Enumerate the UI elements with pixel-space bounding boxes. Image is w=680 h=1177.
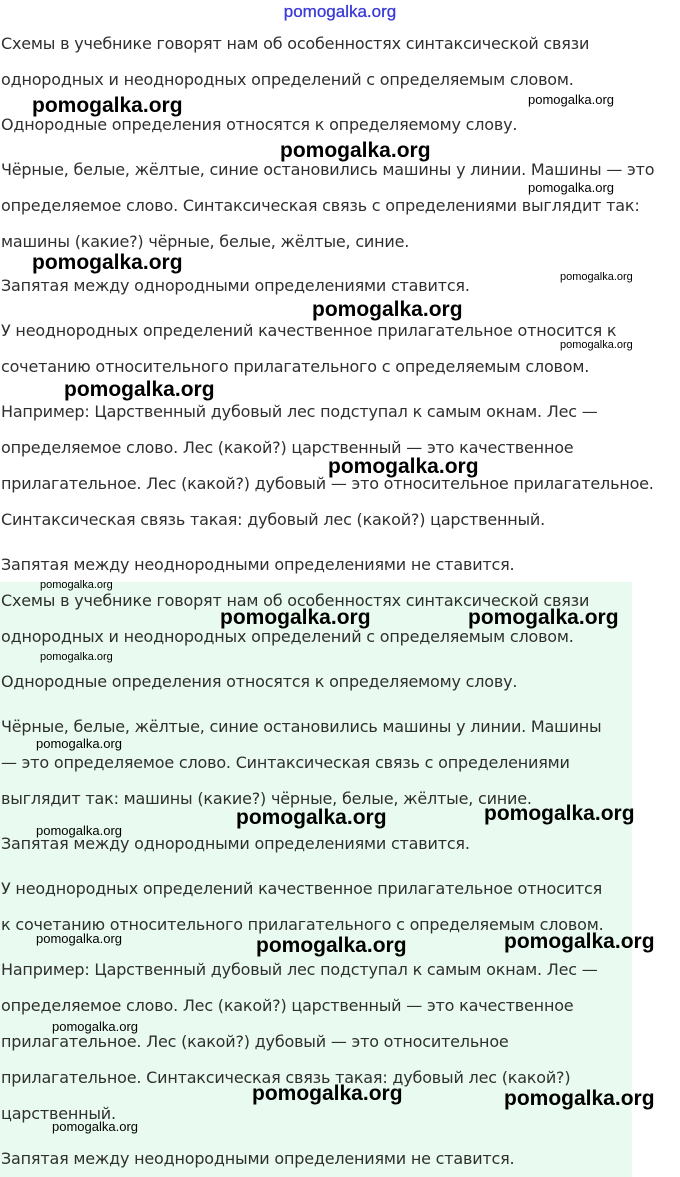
watermark: pomogalka.org	[36, 931, 122, 946]
site-logo[interactable]: pomogalka.org	[283, 2, 397, 21]
watermark: pomogalka.org	[220, 606, 371, 629]
watermark: pomogalka.org	[52, 1119, 138, 1134]
watermark: pomogalka.org	[328, 455, 479, 478]
paragraph-line: Запятая между неоднородными определениями не ставится.	[1, 1149, 515, 1168]
watermark: pomogalka.org	[280, 139, 431, 162]
paragraph-line: — это определяемое слово. Синтаксическая связь с определениями	[1, 753, 570, 772]
paragraph-line: У неоднородных определений качественное прилагательное относится к	[1, 321, 617, 340]
paragraph-line: Однородные определения относятся к определяемому слову.	[1, 672, 518, 691]
paragraph-line: определяемое слово. Лес (какой?) царственный — это качественное	[1, 438, 574, 457]
watermark: pomogalka.org	[256, 934, 407, 957]
paragraph-line: Чёрные, белые, жёлтые, синие остановились машины у линии. Машины	[1, 717, 602, 736]
paragraph-line: определяемое слово. Синтаксическая связь с определениями выглядит так:	[1, 196, 640, 215]
watermark: pomogalka.org	[40, 651, 113, 663]
watermark: pomogalka.org	[32, 251, 183, 274]
watermark: pomogalka.org	[312, 298, 463, 321]
watermark: pomogalka.org	[560, 339, 633, 351]
paragraph-line: Запятая между однородными определениями ставится.	[1, 276, 470, 295]
watermark: pomogalka.org	[484, 802, 635, 825]
paragraph-line: Запятая между однородными определениями ставится.	[1, 834, 470, 853]
paragraph-line: Например: Царственный дубовый лес подступал к самым окнам. Лес —	[1, 402, 598, 421]
paragraph-line: машины (какие?) чёрные, белые, жёлтые, синие.	[1, 232, 410, 251]
watermark: pomogalka.org	[528, 92, 614, 107]
paragraph-line: У неоднородных определений качественное прилагательное относится	[1, 879, 603, 898]
paragraph-line: прилагательное. Синтаксическая связь такая: дубовый лес (какой?)	[1, 1068, 571, 1087]
watermark: pomogalka.org	[252, 1082, 403, 1105]
paragraph-line: прилагательное. Лес (какой?) дубовый — это относительное	[1, 1032, 509, 1051]
watermark: pomogalka.org	[36, 736, 122, 751]
paragraph-line: Например: Царственный дубовый лес подступал к самым окнам. Лес —	[1, 960, 598, 979]
paragraph-line: Однородные определения относятся к определяемому слову.	[1, 115, 518, 134]
paragraph-line: Чёрные, белые, жёлтые, синие остановились машины у линии. Машины — это	[1, 160, 655, 179]
watermark: pomogalka.org	[560, 271, 633, 283]
paragraph-line: однородных и неоднородных определений с определяемым словом.	[1, 70, 574, 89]
watermark: pomogalka.org	[504, 1087, 655, 1110]
watermark: pomogalka.org	[528, 180, 614, 195]
paragraph-line: к сочетанию относительного прилагательного с определяемым словом.	[1, 915, 604, 934]
paragraph-line: Синтаксическая связь такая: дубовый лес (какой?) царственный.	[1, 510, 546, 529]
paragraph-line: прилагательное. Лес (какой?) дубовый — это относительное прилагательное.	[1, 474, 654, 493]
paragraph-line: Схемы в учебнике говорят нам об особенностях синтаксической связи	[1, 591, 590, 610]
watermark: pomogalka.org	[64, 378, 215, 401]
watermark: pomogalka.org	[236, 806, 387, 829]
paragraph-line: Схемы в учебнике говорят нам об особенностях синтаксической связи	[1, 34, 590, 53]
paragraph-line: выглядит так: машины (какие?) чёрные, белые, жёлтые, синие.	[1, 789, 532, 808]
paragraph-line: сочетанию относительного прилагательного с определяемым словом.	[1, 357, 590, 376]
paragraph-line: однородных и неоднородных определений с определяемым словом.	[1, 627, 574, 646]
watermark: pomogalka.org	[40, 579, 113, 591]
watermark: pomogalka.org	[468, 606, 619, 629]
paragraph-line: определяемое слово. Лес (какой?) царственный — это качественное	[1, 996, 574, 1015]
paragraph-line: Запятая между неоднородными определениями не ставится.	[1, 555, 515, 574]
watermark: pomogalka.org	[504, 930, 655, 953]
paragraph-line: царственный.	[1, 1104, 116, 1123]
watermark: pomogalka.org	[32, 94, 183, 117]
watermark: pomogalka.org	[52, 1019, 138, 1034]
watermark: pomogalka.org	[36, 823, 122, 838]
